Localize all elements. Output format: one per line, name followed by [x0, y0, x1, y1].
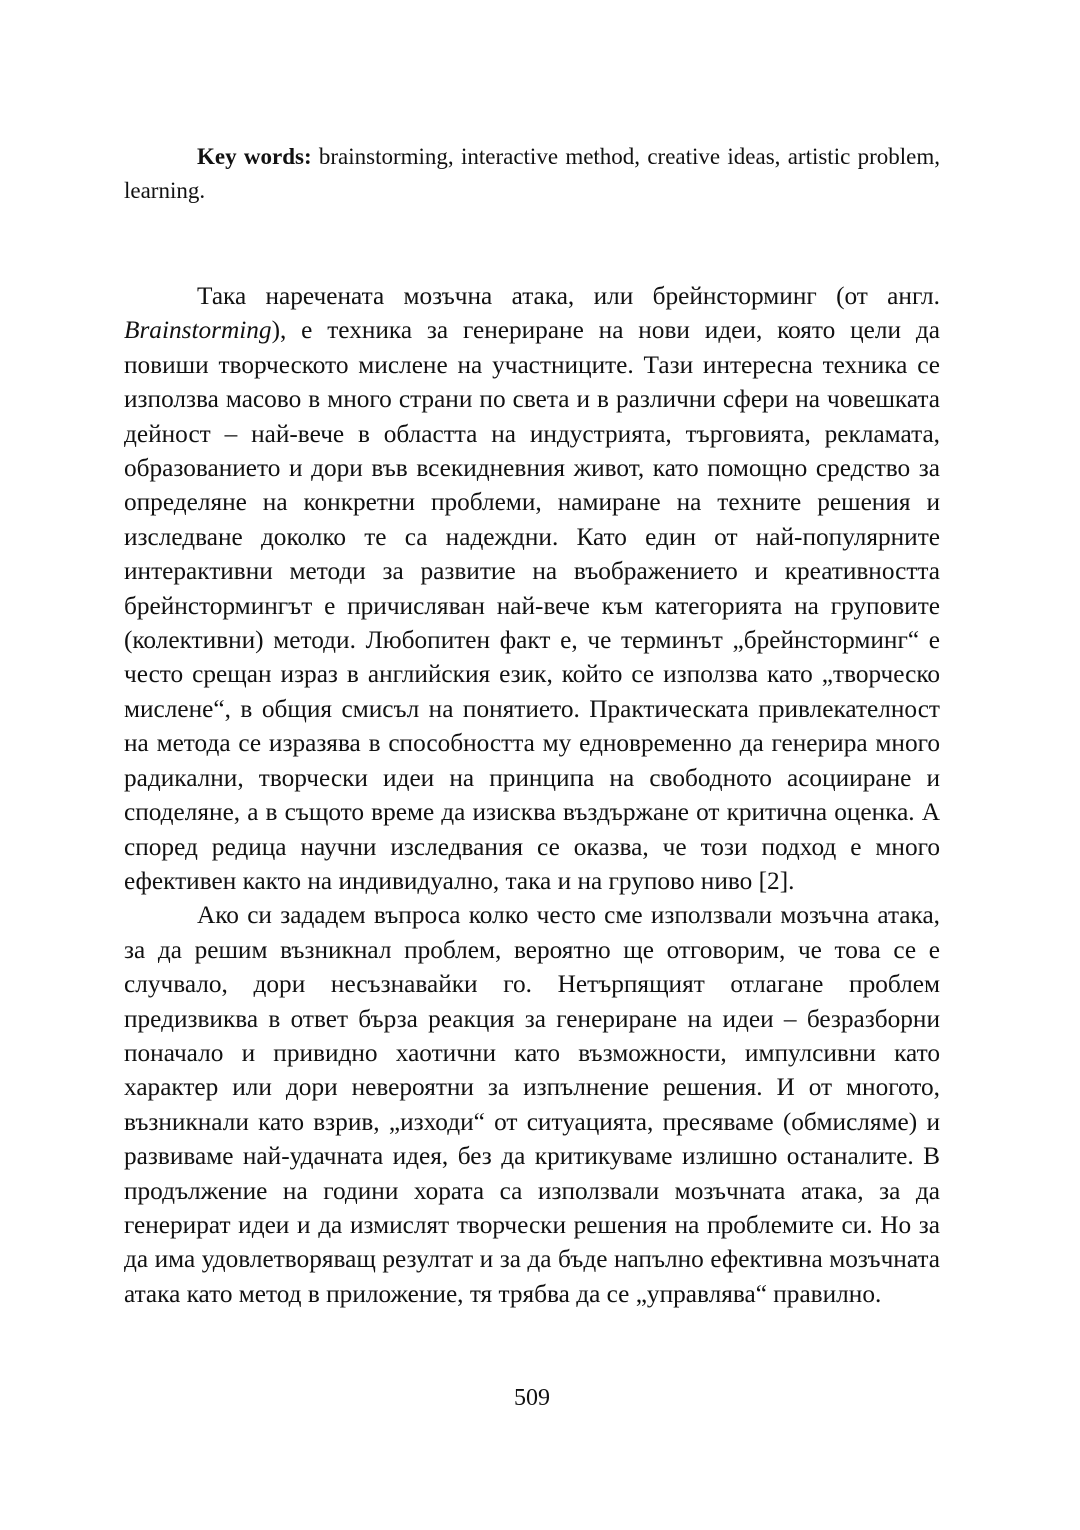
- page-number: 509: [514, 1385, 550, 1411]
- keywords-label: Key words:: [197, 144, 312, 169]
- paragraph-1: [124, 279, 940, 898]
- keywords-paragraph: [124, 140, 940, 208]
- paragraph-1-rest: ), е техника за генериране на нови идеи, която цели да повиши творческото мислене на участниците. Тази интересна техника се използва масово в много страни по света и в различни сфери на човешката дейност – най-вече в областта на индустрията, търговията, рекламата, образованието и дори във всекидневния живот, като помощно средство за определяне на конкретни проблеми, намиране на техните решения и изследване доколко те са надеждни. Като един от най-популярните интерактивни методи за развитие на въображението и креативността брейнстормингът е причисляван най-вече към категорията на груповите (колективни) методи. Любопитен факт е, че терминът „брейнсторминг“ е често срещан израз в английския език, който се използва като „творческо мислене“, в общия смисъл на понятието. Практическата привлекателност на метода се изразява в способността му едновременно да генерира много радикални, творчески идеи на принципа на свободното асоцииране и споделяне, а в същото време да изисква въздържане от критична оценка. А според редица научни изследвания се оказва, че този подход е много ефективен както на индивидуално, така и на групово ниво [2].: [124, 316, 940, 895]
- keywords-text: brainstorming, interactive method, creative ideas, artistic problem, learning.: [124, 144, 940, 203]
- paragraph-2: Ако си зададем въпроса колко често сме използвали мозъчна атака, за да решим възникнал проблем, вероятно ще отговорим, че това се е случвало, дори несъзнавайки го. Нетърпящият отлагане проблем предизвиква в ответ бърза реакция за генериране на идеи – безразборни поначало и привидно хаотични като възможности, импулсивни като характер или дори невероятни за изпълнение решения. И от многото, възникнали като взрив, „изходи“ от ситуацията, пресяваме (обмисляме) и развиваме най-удачната идея, без да критикуваме излишно останалите. В продължение на години хората са използвали мозъчната атака, за да генерират идеи и да измислят творчески решения на проблемите си. Но за да има удовлетворяващ резултат и за да бъде напълно ефективна мозъчната атака като метод в приложение, тя трябва да се „управлява“ правилно.: [124, 901, 940, 1308]
- paragraph-1-italic-term: Brainstorming: [124, 316, 272, 345]
- paragraph-1-start: Така наречената мозъчна атака, или брейнсторминг (от англ.: [197, 282, 940, 310]
- page-content: [124, 140, 940, 1311]
- body-text: [124, 279, 940, 1311]
